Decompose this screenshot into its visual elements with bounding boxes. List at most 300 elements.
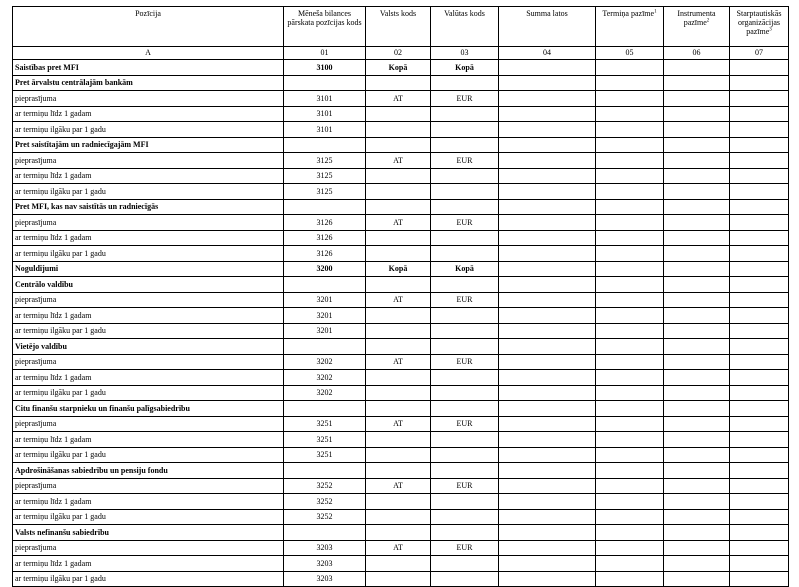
amount-cell[interactable] (499, 385, 596, 401)
empty-cell (284, 75, 366, 91)
table-row-total (13, 261, 789, 277)
instrument-flag-cell[interactable] (664, 184, 730, 200)
amount-cell[interactable] (499, 556, 596, 572)
amount-cell[interactable] (499, 122, 596, 138)
section-label: Valsts nefinanšu sabiedrību (13, 525, 284, 541)
term-flag-cell[interactable] (596, 556, 664, 572)
currency-code-cell[interactable]: EUR (431, 91, 499, 107)
term-label: pieprasījuma (13, 354, 284, 370)
term-label: pieprasījuma (13, 416, 284, 432)
term-label: ar termiņu ilgāku par 1 gadu (13, 447, 284, 463)
intl-org-flag-cell[interactable] (730, 261, 789, 277)
currency-code-cell[interactable]: EUR (431, 478, 499, 494)
instrument-flag-cell[interactable] (664, 168, 730, 184)
position-code: 3202 (284, 354, 366, 370)
intl-org-flag-cell[interactable] (730, 122, 789, 138)
empty-cell (596, 75, 664, 91)
column-number: 07 (730, 47, 789, 60)
term-label: pieprasījuma (13, 478, 284, 494)
term-flag-cell[interactable] (596, 153, 664, 169)
intl-org-flag-cell[interactable] (730, 478, 789, 494)
position-code: 3126 (284, 230, 366, 246)
term-flag-cell[interactable] (596, 385, 664, 401)
empty-cell (284, 463, 366, 479)
currency-code-cell[interactable]: EUR (431, 540, 499, 556)
instrument-flag-cell[interactable] (664, 540, 730, 556)
amount-cell[interactable] (499, 478, 596, 494)
empty-cell (366, 339, 431, 355)
table-row-section (13, 525, 789, 541)
term-label: ar termiņu ilgāku par 1 gadu (13, 184, 284, 200)
country-code-cell[interactable]: AT (366, 416, 431, 432)
empty-cell (284, 277, 366, 293)
position-code: 3251 (284, 416, 366, 432)
intl-org-flag-cell[interactable] (730, 153, 789, 169)
table-row-long (13, 385, 789, 401)
table-row-short (13, 432, 789, 448)
intl-org-flag-cell[interactable] (730, 168, 789, 184)
table-row-section (13, 277, 789, 293)
empty-cell (431, 339, 499, 355)
table-row-long (13, 509, 789, 525)
intl-org-flag-cell[interactable] (730, 571, 789, 587)
instrument-flag-cell[interactable] (664, 416, 730, 432)
country-code-cell[interactable]: AT (366, 215, 431, 231)
column-number: 02 (366, 47, 431, 60)
instrument-flag-cell[interactable] (664, 246, 730, 262)
country-code-cell[interactable] (366, 385, 431, 401)
instrument-flag-cell[interactable] (664, 261, 730, 277)
term-label: ar termiņu līdz 1 gadam (13, 168, 284, 184)
amount-cell[interactable] (499, 494, 596, 510)
header-row (13, 7, 789, 47)
position-code: 3201 (284, 308, 366, 324)
instrument-flag-cell[interactable] (664, 230, 730, 246)
amount-cell[interactable] (499, 246, 596, 262)
position-code: 3125 (284, 184, 366, 200)
position-code: 3126 (284, 246, 366, 262)
amount-cell[interactable] (499, 571, 596, 587)
country-code-cell[interactable] (366, 571, 431, 587)
report-sheet (12, 6, 788, 587)
total-label: Saistības pret MFI (13, 60, 284, 76)
country-code-cell[interactable] (366, 494, 431, 510)
header-intl-org-flag: Starptautiskās organizācijas pazīme$^3$ (730, 7, 789, 47)
term-label: ar termiņu ilgāku par 1 gadu (13, 385, 284, 401)
term-label: pieprasījuma (13, 91, 284, 107)
currency-code-cell[interactable] (431, 385, 499, 401)
currency-code-cell[interactable] (431, 370, 499, 386)
empty-cell (366, 463, 431, 479)
intl-org-flag-cell[interactable] (730, 354, 789, 370)
amount-cell[interactable] (499, 509, 596, 525)
country-code-cell[interactable] (366, 308, 431, 324)
position-code: 3201 (284, 292, 366, 308)
intl-org-flag-cell[interactable] (730, 556, 789, 572)
empty-cell (431, 199, 499, 215)
empty-cell (499, 137, 596, 153)
table-row-demand (13, 416, 789, 432)
table-row-long (13, 122, 789, 138)
term-flag-cell[interactable] (596, 509, 664, 525)
term-flag-cell[interactable] (596, 432, 664, 448)
position-code: 3101 (284, 106, 366, 122)
country-code-cell[interactable] (366, 432, 431, 448)
empty-cell (431, 277, 499, 293)
instrument-flag-cell[interactable] (664, 292, 730, 308)
intl-org-flag-cell[interactable] (730, 292, 789, 308)
country-code-cell[interactable] (366, 509, 431, 525)
empty-cell (730, 339, 789, 355)
intl-org-flag-cell[interactable] (730, 370, 789, 386)
column-number: 04 (499, 47, 596, 60)
currency-code-cell[interactable] (431, 323, 499, 339)
instrument-flag-cell[interactable] (664, 432, 730, 448)
empty-cell (596, 339, 664, 355)
amount-cell[interactable] (499, 370, 596, 386)
currency-code-cell[interactable] (431, 184, 499, 200)
table-row-long (13, 447, 789, 463)
country-code-cell[interactable] (366, 122, 431, 138)
amount-cell[interactable] (499, 432, 596, 448)
position-code: 3101 (284, 122, 366, 138)
intl-org-flag-cell[interactable] (730, 246, 789, 262)
empty-cell (431, 463, 499, 479)
term-flag-cell[interactable] (596, 494, 664, 510)
intl-org-flag-cell[interactable] (730, 494, 789, 510)
intl-org-flag-cell[interactable] (730, 230, 789, 246)
instrument-flag-cell[interactable] (664, 153, 730, 169)
empty-cell (284, 525, 366, 541)
empty-cell (499, 401, 596, 417)
instrument-flag-cell[interactable] (664, 122, 730, 138)
position-code: 3203 (284, 556, 366, 572)
country-code-cell[interactable]: AT (366, 153, 431, 169)
currency-code-cell[interactable] (431, 122, 499, 138)
term-label: ar termiņu līdz 1 gadam (13, 494, 284, 510)
intl-org-flag-cell[interactable] (730, 432, 789, 448)
section-label: Apdrošināšanas sabiedrību un pensiju fondu (13, 463, 284, 479)
empty-cell (596, 199, 664, 215)
term-label: ar termiņu ilgāku par 1 gadu (13, 509, 284, 525)
empty-cell (284, 199, 366, 215)
position-code: 3101 (284, 91, 366, 107)
currency-code-total: Kopā (431, 60, 499, 76)
term-flag-cell[interactable] (596, 370, 664, 386)
term-flag-cell[interactable] (596, 540, 664, 556)
column-number: 03 (431, 47, 499, 60)
amount-cell[interactable] (499, 91, 596, 107)
instrument-flag-cell[interactable] (664, 370, 730, 386)
term-flag-cell[interactable] (596, 122, 664, 138)
header-balance-code: Mēneša bilances pārskata pozīcijas kods (284, 7, 366, 47)
instrument-flag-cell[interactable] (664, 509, 730, 525)
country-code-cell[interactable] (366, 323, 431, 339)
term-label: ar termiņu līdz 1 gadam (13, 556, 284, 572)
table-row-section (13, 401, 789, 417)
amount-cell[interactable] (499, 168, 596, 184)
intl-org-flag-cell[interactable] (730, 509, 789, 525)
empty-cell (366, 75, 431, 91)
empty-cell (366, 401, 431, 417)
intl-org-flag-cell[interactable] (730, 540, 789, 556)
position-code: 3203 (284, 571, 366, 587)
table-row-demand (13, 478, 789, 494)
amount-cell[interactable] (499, 447, 596, 463)
instrument-flag-cell[interactable] (664, 571, 730, 587)
currency-code-cell[interactable]: EUR (431, 416, 499, 432)
term-label: pieprasījuma (13, 153, 284, 169)
table-row-demand (13, 540, 789, 556)
table-row-long (13, 246, 789, 262)
table-row-short (13, 230, 789, 246)
amount-cell[interactable] (499, 292, 596, 308)
table-row-short (13, 168, 789, 184)
table-row-short (13, 308, 789, 324)
instrument-flag-cell[interactable] (664, 308, 730, 324)
empty-cell (596, 137, 664, 153)
amount-cell[interactable] (499, 215, 596, 231)
empty-cell (664, 277, 730, 293)
currency-code-cell[interactable] (431, 556, 499, 572)
header-term-flag: Termiņa pazīme$^1$ (596, 7, 664, 47)
term-flag-cell[interactable] (596, 571, 664, 587)
currency-code-cell[interactable] (431, 230, 499, 246)
total-label: Noguldījumi (13, 261, 284, 277)
empty-cell (499, 277, 596, 293)
amount-cell[interactable] (499, 184, 596, 200)
section-label: Citu finanšu starpnieku un finanšu palīgsabiedrību (13, 401, 284, 417)
currency-code-cell[interactable]: EUR (431, 215, 499, 231)
currency-code-cell[interactable] (431, 571, 499, 587)
term-label: ar termiņu ilgāku par 1 gadu (13, 571, 284, 587)
section-label: Pret MFI, kas nav saistītās un radniecīgās (13, 199, 284, 215)
empty-cell (664, 137, 730, 153)
intl-org-flag-cell[interactable] (730, 184, 789, 200)
country-code-cell[interactable] (366, 168, 431, 184)
country-code-cell[interactable] (366, 370, 431, 386)
table-row-demand (13, 153, 789, 169)
empty-cell (499, 463, 596, 479)
currency-code-cell[interactable]: EUR (431, 354, 499, 370)
intl-org-flag-cell[interactable] (730, 385, 789, 401)
amount-cell[interactable] (499, 323, 596, 339)
empty-cell (499, 75, 596, 91)
table-row-demand (13, 354, 789, 370)
term-label: pieprasījuma (13, 292, 284, 308)
empty-cell (284, 137, 366, 153)
country-code-cell[interactable] (366, 184, 431, 200)
table-row-section (13, 199, 789, 215)
intl-org-flag-cell[interactable] (730, 416, 789, 432)
country-code-cell[interactable]: AT (366, 91, 431, 107)
currency-code-cell[interactable]: EUR (431, 153, 499, 169)
position-code: 3201 (284, 323, 366, 339)
intl-org-flag-cell[interactable] (730, 91, 789, 107)
country-code-cell[interactable] (366, 556, 431, 572)
term-flag-cell[interactable] (596, 91, 664, 107)
empty-cell (596, 463, 664, 479)
header-instrument-flag: Instrumenta pazīme$^2$ (664, 7, 730, 47)
term-flag-cell[interactable] (596, 168, 664, 184)
empty-cell (664, 339, 730, 355)
term-label: ar termiņu līdz 1 gadam (13, 308, 284, 324)
country-code-cell[interactable]: AT (366, 292, 431, 308)
report-table (12, 6, 789, 587)
instrument-flag-cell[interactable] (664, 60, 730, 76)
position-code: 3202 (284, 370, 366, 386)
empty-cell (730, 463, 789, 479)
empty-cell (431, 525, 499, 541)
column-number: 01 (284, 47, 366, 60)
section-label: Pret ārvalstu centrālajām bankām (13, 75, 284, 91)
empty-cell (284, 339, 366, 355)
instrument-flag-cell[interactable] (664, 494, 730, 510)
intl-org-flag-cell[interactable] (730, 308, 789, 324)
amount-cell[interactable] (499, 60, 596, 76)
country-code-total: Kopā (366, 60, 431, 76)
position-code: 3203 (284, 540, 366, 556)
term-flag-cell[interactable] (596, 60, 664, 76)
country-code-cell[interactable] (366, 246, 431, 262)
term-flag-cell[interactable] (596, 447, 664, 463)
country-code-cell[interactable]: AT (366, 540, 431, 556)
term-flag-cell[interactable] (596, 292, 664, 308)
term-flag-cell[interactable] (596, 478, 664, 494)
term-label: ar termiņu ilgāku par 1 gadu (13, 323, 284, 339)
table-row-section (13, 463, 789, 479)
term-label: ar termiņu līdz 1 gadam (13, 230, 284, 246)
instrument-flag-cell[interactable] (664, 323, 730, 339)
intl-org-flag-cell[interactable] (730, 447, 789, 463)
empty-cell (366, 137, 431, 153)
empty-cell (284, 401, 366, 417)
table-row-section (13, 339, 789, 355)
term-label: ar termiņu līdz 1 gadam (13, 432, 284, 448)
position-code: 3200 (284, 261, 366, 277)
term-flag-cell[interactable] (596, 215, 664, 231)
section-label: Pret saistītajām un radniecīgajām MFI (13, 137, 284, 153)
empty-cell (366, 525, 431, 541)
amount-cell[interactable] (499, 153, 596, 169)
currency-code-cell[interactable] (431, 509, 499, 525)
instrument-flag-cell[interactable] (664, 354, 730, 370)
table-row-short (13, 370, 789, 386)
amount-cell[interactable] (499, 106, 596, 122)
term-flag-cell[interactable] (596, 184, 664, 200)
amount-cell[interactable] (499, 261, 596, 277)
intl-org-flag-cell[interactable] (730, 323, 789, 339)
empty-cell (596, 277, 664, 293)
term-label: ar termiņu līdz 1 gadam (13, 370, 284, 386)
position-code: 3252 (284, 509, 366, 525)
term-label: ar termiņu ilgāku par 1 gadu (13, 122, 284, 138)
empty-cell (499, 199, 596, 215)
currency-code-cell[interactable] (431, 432, 499, 448)
amount-cell[interactable] (499, 308, 596, 324)
position-code: 3251 (284, 447, 366, 463)
position-code: 3100 (284, 60, 366, 76)
table-row-long (13, 571, 789, 587)
intl-org-flag-cell[interactable] (730, 60, 789, 76)
term-flag-cell[interactable] (596, 246, 664, 262)
column-number: 05 (596, 47, 664, 60)
empty-cell (499, 339, 596, 355)
currency-code-cell[interactable] (431, 447, 499, 463)
term-flag-cell[interactable] (596, 261, 664, 277)
table-row-short (13, 494, 789, 510)
instrument-flag-cell[interactable] (664, 447, 730, 463)
instrument-flag-cell[interactable] (664, 106, 730, 122)
table-row-short (13, 556, 789, 572)
term-flag-cell[interactable] (596, 323, 664, 339)
term-flag-cell[interactable] (596, 308, 664, 324)
term-label: pieprasījuma (13, 540, 284, 556)
position-code: 3125 (284, 153, 366, 169)
empty-cell (730, 401, 789, 417)
table-row-section (13, 137, 789, 153)
country-code-cell[interactable] (366, 230, 431, 246)
country-code-cell[interactable] (366, 106, 431, 122)
table-row-total (13, 60, 789, 76)
currency-code-cell[interactable]: EUR (431, 292, 499, 308)
empty-cell (664, 199, 730, 215)
amount-cell[interactable] (499, 416, 596, 432)
position-code: 3202 (284, 385, 366, 401)
term-flag-cell[interactable] (596, 354, 664, 370)
position-code: 3125 (284, 168, 366, 184)
instrument-flag-cell[interactable] (664, 91, 730, 107)
empty-cell (499, 525, 596, 541)
term-flag-cell[interactable] (596, 230, 664, 246)
table-body (13, 47, 789, 587)
country-code-cell[interactable]: AT (366, 354, 431, 370)
instrument-flag-cell[interactable] (664, 478, 730, 494)
currency-code-cell[interactable] (431, 308, 499, 324)
amount-cell[interactable] (499, 354, 596, 370)
header-currency-code: Valūtas kods (431, 7, 499, 47)
empty-cell (664, 401, 730, 417)
instrument-flag-cell[interactable] (664, 385, 730, 401)
currency-code-cell[interactable] (431, 168, 499, 184)
header-position: Pozīcija (13, 7, 284, 47)
empty-cell (664, 75, 730, 91)
position-code: 3251 (284, 432, 366, 448)
instrument-flag-cell[interactable] (664, 556, 730, 572)
amount-cell[interactable] (499, 230, 596, 246)
country-code-cell[interactable]: AT (366, 478, 431, 494)
section-label: Vietējo valdību (13, 339, 284, 355)
currency-code-cell[interactable] (431, 246, 499, 262)
empty-cell (596, 525, 664, 541)
section-label: Centrālo valdību (13, 277, 284, 293)
currency-code-cell[interactable] (431, 494, 499, 510)
instrument-flag-cell[interactable] (664, 215, 730, 231)
amount-cell[interactable] (499, 540, 596, 556)
country-code-cell[interactable] (366, 447, 431, 463)
position-code: 3252 (284, 478, 366, 494)
empty-cell (431, 401, 499, 417)
empty-cell (730, 137, 789, 153)
currency-code-cell[interactable] (431, 106, 499, 122)
intl-org-flag-cell[interactable] (730, 106, 789, 122)
intl-org-flag-cell[interactable] (730, 215, 789, 231)
column-number: 06 (664, 47, 730, 60)
empty-cell (730, 525, 789, 541)
term-flag-cell[interactable] (596, 106, 664, 122)
table-row-section (13, 75, 789, 91)
term-flag-cell[interactable] (596, 416, 664, 432)
